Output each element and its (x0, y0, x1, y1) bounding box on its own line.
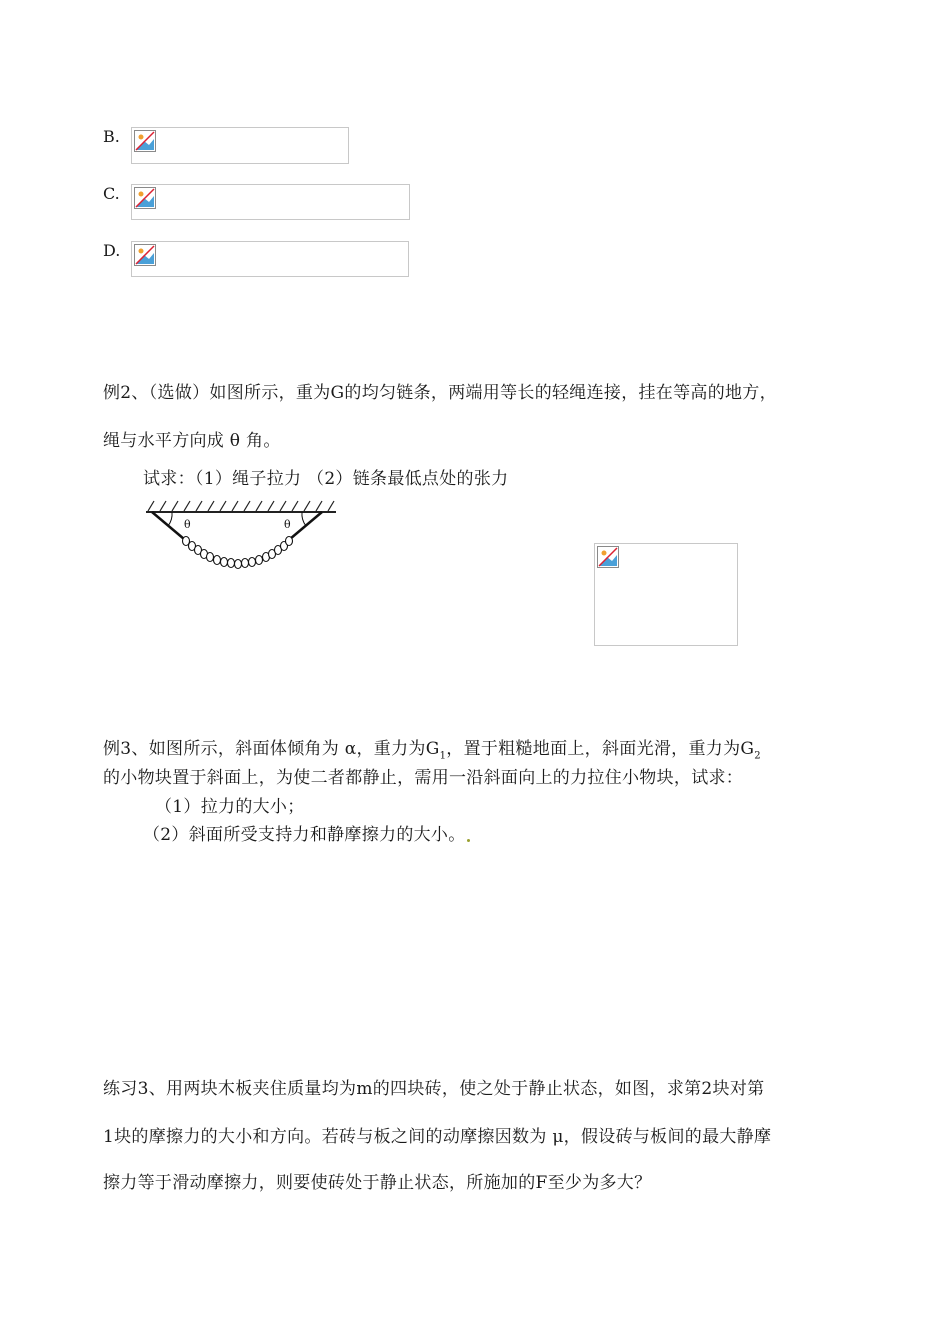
example3-line2: 的小物块置于斜面上，为使二者都静止，需用一沿斜面向上的力拉住小物块，试求： (103, 768, 744, 788)
broken-image-icon (134, 187, 156, 209)
example3-line1: 例3、如图所示，斜面体倾角为 α，重力为$G_1$，置于粗糙地面上，斜面光滑，重力为$G_2$ (103, 739, 761, 762)
angle-label-right: θ (284, 518, 291, 531)
option-letter: C. (103, 184, 120, 203)
example2-question: 试求：（1）绳子拉力 （2）链条最低点处的张力 (143, 469, 509, 489)
example3-item1: （1）拉力的大小； (155, 797, 305, 817)
hanging-chain-diagram (138, 497, 344, 577)
broken-image-icon (134, 130, 156, 152)
option-b-image (131, 127, 349, 164)
example2-line2: 绳与水平方向成 θ 角。 (103, 431, 281, 451)
option-letter: D. (103, 241, 121, 260)
angle-label-left: θ (184, 518, 191, 531)
exercise3-line2: 1块的摩擦力的大小和方向。若砖与板之间的动摩擦因数为 μ，假设砖与板间的最大静摩 (103, 1127, 772, 1147)
example2-line1: 例2、（选做）如图所示，重为G的均匀链条，两端用等长的轻绳连接，挂在等高的地方， (103, 383, 777, 403)
exercise3-line3: 擦力等于滑动摩擦力，则要使砖处于静止状态，所施加的F至少为多大？ (103, 1173, 652, 1193)
exercise3-line1: 练习3、用两块木板夹住质量均为m的四块砖，使之处于静止状态，如图，求第2块对第 (103, 1079, 765, 1099)
broken-image-icon (597, 546, 619, 568)
mark-dot (467, 839, 470, 842)
option-d-image (131, 241, 409, 277)
broken-image-icon (134, 244, 156, 266)
example2-image (594, 543, 738, 646)
option-c-image (131, 184, 410, 220)
example3-item2: （2）斜面所受支持力和静摩擦力的大小。 (143, 820, 471, 845)
option-letter: B. (103, 127, 120, 146)
